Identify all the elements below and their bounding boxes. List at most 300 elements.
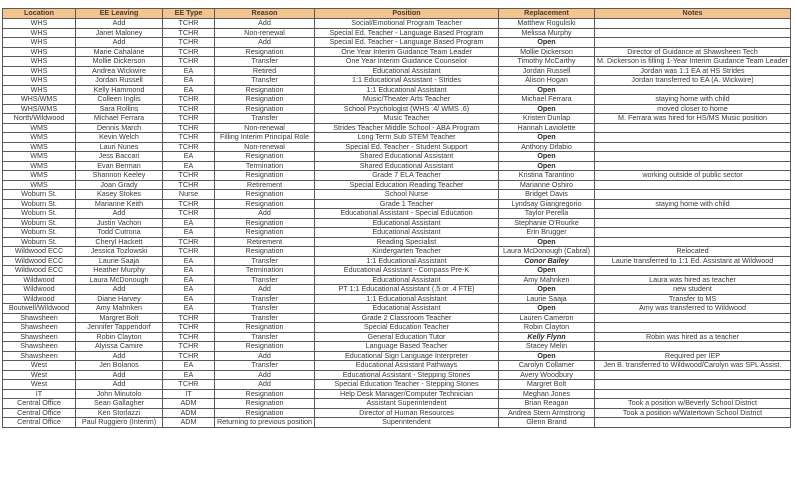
cell-notes: staying home with child	[595, 199, 791, 209]
cell-location: Wildwood ECC	[3, 256, 76, 266]
cell-reason: Resignation	[215, 171, 315, 181]
cell-location: Wildwood ECC	[3, 247, 76, 257]
cell-replacement: Open	[499, 237, 595, 247]
cell-ee-type: TCHR	[163, 114, 215, 124]
cell-ee-leaving: Cheryl Hackett	[76, 237, 163, 247]
table-row	[3, 66, 791, 76]
cell-location: Central Office	[3, 408, 76, 418]
cell-replacement: Stacey Melin	[499, 342, 595, 352]
cell-location: WMS	[3, 161, 76, 171]
column-header-location: Location	[3, 9, 76, 19]
cell-ee-type: TCHR	[163, 323, 215, 333]
table-row	[3, 408, 791, 418]
cell-notes	[595, 190, 791, 200]
cell-replacement: Hannah Laviolette	[499, 123, 595, 133]
cell-replacement: Brian Reagan	[499, 399, 595, 409]
cell-replacement: Open	[499, 304, 595, 314]
cell-ee-type: ADM	[163, 408, 215, 418]
cell-reason: Transfer	[215, 332, 315, 342]
cell-replacement: Anthony Difabio	[499, 142, 595, 152]
cell-position: Educational Assistant	[315, 228, 499, 238]
cell-position: Shared Educational Assistant	[315, 152, 499, 162]
cell-location: Wildwood	[3, 275, 76, 285]
cell-notes: Jordan was 1:1 EA at HS Strides	[595, 66, 791, 76]
cell-position: Director of Human Resources	[315, 408, 499, 418]
cell-replacement: Open	[499, 133, 595, 143]
cell-ee-type: EA	[163, 161, 215, 171]
cell-ee-type: EA	[163, 266, 215, 276]
cell-notes: Relocated	[595, 247, 791, 257]
table-row	[3, 294, 791, 304]
table-row	[3, 256, 791, 266]
cell-ee-leaving: Joan Grady	[76, 180, 163, 190]
cell-notes	[595, 152, 791, 162]
cell-position: Language Based Teacher	[315, 342, 499, 352]
cell-ee-type: TCHR	[163, 123, 215, 133]
cell-position: Strides Teacher Middle School - ABA Program	[315, 123, 499, 133]
cell-ee-leaving: Andrea Wickwire	[76, 66, 163, 76]
cell-reason: Add	[215, 380, 315, 390]
cell-notes: Jen B. transferred to Wildwood/Carolyn was SPL Assist.	[595, 361, 791, 371]
cell-ee-type: TCHR	[163, 142, 215, 152]
cell-position: Long Term Sub STEM Teacher	[315, 133, 499, 143]
cell-position: Reading Specialist	[315, 237, 499, 247]
cell-ee-leaving: Amy Mahnken	[76, 304, 163, 314]
cell-notes: Director of Guidance at Shawsheen Tech	[595, 47, 791, 57]
cell-replacement: Matthew Roguliski	[499, 19, 595, 29]
cell-ee-leaving: Add	[76, 38, 163, 48]
table-row	[3, 57, 791, 67]
cell-location: WMS	[3, 152, 76, 162]
cell-reason: Transfer	[215, 76, 315, 86]
cell-notes	[595, 85, 791, 95]
cell-reason: Resignation	[215, 408, 315, 418]
cell-reason: Transfer	[215, 294, 315, 304]
cell-location: Central Office	[3, 399, 76, 409]
table-row	[3, 47, 791, 57]
cell-replacement: Kelly Flynn	[499, 332, 595, 342]
cell-location: WHS	[3, 38, 76, 48]
cell-ee-type: TCHR	[163, 19, 215, 29]
cell-ee-leaving: Michael Ferrara	[76, 114, 163, 124]
cell-replacement: Laura McDonough (Cabral)	[499, 247, 595, 257]
cell-reason: Retirement	[215, 180, 315, 190]
table-row	[3, 142, 791, 152]
cell-ee-leaving: Todd Cutrona	[76, 228, 163, 238]
cell-location: Woburn St.	[3, 237, 76, 247]
cell-ee-leaving: Add	[76, 19, 163, 29]
cell-location: Shawsheen	[3, 323, 76, 333]
cell-reason: Filling Interim Principal Role	[215, 133, 315, 143]
table-row	[3, 237, 791, 247]
cell-location: WHS	[3, 85, 76, 95]
table-row	[3, 228, 791, 238]
cell-reason: Resignation	[215, 399, 315, 409]
cell-ee-type: TCHR	[163, 351, 215, 361]
cell-reason: Resignation	[215, 323, 315, 333]
cell-position: Educational Sign Language Interpreter	[315, 351, 499, 361]
cell-notes	[595, 380, 791, 390]
cell-ee-leaving: Jess Baccari	[76, 152, 163, 162]
cell-location: West	[3, 361, 76, 371]
cell-position: Kindergarten Teacher	[315, 247, 499, 257]
cell-ee-type: EA	[163, 228, 215, 238]
cell-notes	[595, 28, 791, 38]
cell-position: Special Education Reading Teacher	[315, 180, 499, 190]
table-row	[3, 199, 791, 209]
cell-replacement: Open	[499, 351, 595, 361]
staffing-table	[2, 8, 791, 428]
cell-ee-type: TCHR	[163, 95, 215, 105]
cell-position: 1:1 Educational Assistant	[315, 294, 499, 304]
cell-notes	[595, 313, 791, 323]
cell-reason: Add	[215, 370, 315, 380]
cell-reason: Add	[215, 19, 315, 29]
cell-replacement: Andrea Stern Armstrong	[499, 408, 595, 418]
cell-ee-leaving: Paul Ruggiero (Interim)	[76, 418, 163, 428]
cell-reason: Termination	[215, 266, 315, 276]
table-row	[3, 123, 791, 133]
cell-ee-type: EA	[163, 256, 215, 266]
cell-ee-leaving: Jessica Tozlowski	[76, 247, 163, 257]
cell-reason: Add	[215, 209, 315, 219]
cell-ee-type: TCHR	[163, 28, 215, 38]
cell-reason: Transfer	[215, 313, 315, 323]
cell-ee-leaving: Laura McDonough	[76, 275, 163, 285]
cell-ee-leaving: Jen Bolanos	[76, 361, 163, 371]
cell-ee-type: TCHR	[163, 171, 215, 181]
cell-ee-leaving: Kevin Welch	[76, 133, 163, 143]
cell-position: General Education Tutor	[315, 332, 499, 342]
cell-notes	[595, 142, 791, 152]
cell-location: Wildwood	[3, 285, 76, 295]
cell-ee-leaving: Kelly Hammond	[76, 85, 163, 95]
table-row	[3, 95, 791, 105]
cell-notes: Laurie transferred to 1:1 Ed. Assistant at Wildwood	[595, 256, 791, 266]
cell-reason: Termination	[215, 161, 315, 171]
cell-ee-type: EA	[163, 370, 215, 380]
cell-location: Wildwood ECC	[3, 266, 76, 276]
cell-ee-type: TCHR	[163, 342, 215, 352]
cell-notes	[595, 161, 791, 171]
cell-ee-leaving: Add	[76, 285, 163, 295]
cell-ee-type: TCHR	[163, 247, 215, 257]
cell-location: West	[3, 380, 76, 390]
cell-location: WHS	[3, 57, 76, 67]
cell-replacement: Erin Brugger	[499, 228, 595, 238]
cell-location: WMS	[3, 142, 76, 152]
cell-position: Educational Assistant - Stepping Stones	[315, 370, 499, 380]
cell-notes	[595, 418, 791, 428]
staffing-changes-sheet	[2, 8, 790, 428]
cell-ee-type: EA	[163, 66, 215, 76]
table-row	[3, 133, 791, 143]
cell-ee-leaving: Heather Murphy	[76, 266, 163, 276]
table-row	[3, 313, 791, 323]
cell-reason: Resignation	[215, 190, 315, 200]
cell-reason: Non-renewal	[215, 142, 315, 152]
cell-position: PT 1:1 Educational Assistant (.5 or .4 FTE)	[315, 285, 499, 295]
table-row	[3, 104, 791, 114]
cell-location: Shawsheen	[3, 313, 76, 323]
header-row	[3, 9, 791, 19]
cell-replacement: Lyndsay Giangregorio	[499, 199, 595, 209]
cell-location: WHS	[3, 76, 76, 86]
cell-position: Music Teacher	[315, 114, 499, 124]
cell-location: West	[3, 370, 76, 380]
cell-replacement: Open	[499, 85, 595, 95]
cell-notes	[595, 342, 791, 352]
cell-location: WHS/WMS	[3, 95, 76, 105]
cell-reason: Non-renewal	[215, 123, 315, 133]
cell-position: One Year Interim Guidance Team Leader	[315, 47, 499, 57]
cell-position: 1:1 Educational Assistant	[315, 256, 499, 266]
cell-position: One Year Interim Guidance Counselor	[315, 57, 499, 67]
cell-ee-leaving: Lauri Nunes	[76, 142, 163, 152]
cell-replacement: Laurie Saaja	[499, 294, 595, 304]
cell-notes	[595, 133, 791, 143]
table-row	[3, 19, 791, 29]
cell-location: Woburn St.	[3, 218, 76, 228]
table-row	[3, 275, 791, 285]
cell-ee-leaving: Add	[76, 370, 163, 380]
cell-location: WMS	[3, 123, 76, 133]
cell-replacement: Open	[499, 266, 595, 276]
cell-replacement: Michael Ferrara	[499, 95, 595, 105]
cell-notes	[595, 266, 791, 276]
cell-position: Special Education Teacher	[315, 323, 499, 333]
cell-notes: Took a position w/Beverly School District	[595, 399, 791, 409]
cell-reason: Resignation	[215, 152, 315, 162]
table-row	[3, 370, 791, 380]
cell-replacement: Margret Bolt	[499, 380, 595, 390]
cell-reason: Resignation	[215, 95, 315, 105]
column-header-position: Position	[315, 9, 499, 19]
cell-ee-leaving: Shannon Keeley	[76, 171, 163, 181]
cell-reason: Resignation	[215, 104, 315, 114]
cell-location: WHS/WMS	[3, 104, 76, 114]
cell-reason: Add	[215, 285, 315, 295]
cell-position: School Nurse	[315, 190, 499, 200]
cell-notes	[595, 123, 791, 133]
cell-replacement: Meghan Jones	[499, 389, 595, 399]
cell-ee-type: EA	[163, 85, 215, 95]
table-row	[3, 418, 791, 428]
cell-ee-leaving: Kasey Stokes	[76, 190, 163, 200]
table-row	[3, 190, 791, 200]
cell-position: Special Ed. Teacher - Language Based Program	[315, 38, 499, 48]
cell-replacement: Open	[499, 285, 595, 295]
cell-location: WMS	[3, 171, 76, 181]
cell-reason: Retirement	[215, 237, 315, 247]
table-row	[3, 38, 791, 48]
cell-notes	[595, 209, 791, 219]
cell-position: Social/Emotional Program Teacher	[315, 19, 499, 29]
cell-ee-type: EA	[163, 285, 215, 295]
cell-location: WMS	[3, 133, 76, 143]
cell-reason: Add	[215, 351, 315, 361]
cell-location: Shawsheen	[3, 351, 76, 361]
cell-ee-leaving: Add	[76, 209, 163, 219]
table-row	[3, 161, 791, 171]
cell-ee-leaving: Add	[76, 351, 163, 361]
cell-reason: Resignation	[215, 199, 315, 209]
cell-ee-leaving: Diane Harvey	[76, 294, 163, 304]
cell-reason: Resignation	[215, 47, 315, 57]
cell-replacement: Open	[499, 104, 595, 114]
cell-ee-leaving: Marie Cahalane	[76, 47, 163, 57]
cell-reason: Transfer	[215, 275, 315, 285]
cell-notes: Transfer to MS	[595, 294, 791, 304]
cell-ee-type: EA	[163, 218, 215, 228]
cell-ee-type: TCHR	[163, 104, 215, 114]
cell-ee-type: TCHR	[163, 332, 215, 342]
cell-position: Educational Assistant - Compass Pre-K	[315, 266, 499, 276]
table-row	[3, 180, 791, 190]
cell-reason: Transfer	[215, 256, 315, 266]
cell-ee-type: TCHR	[163, 199, 215, 209]
table-row	[3, 152, 791, 162]
table-row	[3, 247, 791, 257]
cell-notes: working outside of public sector	[595, 171, 791, 181]
column-header-reason: Reason	[215, 9, 315, 19]
cell-ee-leaving: Robin Clayton	[76, 332, 163, 342]
cell-notes: M. Ferrara was hired for HS/MS Music position	[595, 114, 791, 124]
cell-ee-type: TCHR	[163, 237, 215, 247]
cell-replacement: Avery Woodbury	[499, 370, 595, 380]
cell-replacement: Open	[499, 152, 595, 162]
cell-ee-leaving: Janet Maloney	[76, 28, 163, 38]
cell-ee-leaving: Justin Vachon	[76, 218, 163, 228]
cell-replacement: Melissa Murphy	[499, 28, 595, 38]
cell-location: Boutwell/Wildwood	[3, 304, 76, 314]
cell-position: Superintendent	[315, 418, 499, 428]
cell-notes: Amy was transferred to Wildwood	[595, 304, 791, 314]
cell-notes: Took a position w/Watertown School District	[595, 408, 791, 418]
cell-position: Educational Assistant	[315, 66, 499, 76]
cell-reason: Resignation	[215, 85, 315, 95]
table-row	[3, 76, 791, 86]
cell-replacement: Robin Clayton	[499, 323, 595, 333]
table-row	[3, 85, 791, 95]
cell-location: Shawsheen	[3, 332, 76, 342]
cell-notes	[595, 389, 791, 399]
cell-ee-type: ADM	[163, 399, 215, 409]
cell-location: Woburn St.	[3, 190, 76, 200]
cell-location: IT	[3, 389, 76, 399]
table-row	[3, 114, 791, 124]
cell-reason: Resignation	[215, 218, 315, 228]
cell-ee-type: EA	[163, 275, 215, 285]
cell-location: WHS	[3, 28, 76, 38]
cell-replacement: Timothy McCarthy	[499, 57, 595, 67]
cell-notes	[595, 237, 791, 247]
cell-reason: Transfer	[215, 114, 315, 124]
cell-position: Music/Theater Arts Teacher	[315, 95, 499, 105]
cell-ee-type: EA	[163, 361, 215, 371]
cell-ee-leaving: Colleen Inglis	[76, 95, 163, 105]
cell-position: Shared Educational Assistant	[315, 161, 499, 171]
table-row	[3, 332, 791, 342]
cell-reason: Non-renewal	[215, 28, 315, 38]
table-row	[3, 361, 791, 371]
cell-position: Special Education Teacher - Stepping Stones	[315, 380, 499, 390]
cell-ee-type: EA	[163, 76, 215, 86]
cell-notes	[595, 180, 791, 190]
cell-location: WMS	[3, 180, 76, 190]
cell-replacement: Jordan Russell	[499, 66, 595, 76]
cell-notes	[595, 19, 791, 29]
cell-ee-leaving: Laurie Saaja	[76, 256, 163, 266]
cell-ee-leaving: Alyissa Camire	[76, 342, 163, 352]
table-row	[3, 399, 791, 409]
cell-reason: Resignation	[215, 228, 315, 238]
cell-notes	[595, 218, 791, 228]
cell-ee-type: EA	[163, 294, 215, 304]
cell-reason: Transfer	[215, 57, 315, 67]
cell-notes: moved closer to home	[595, 104, 791, 114]
cell-replacement: Lauren Cameron	[499, 313, 595, 323]
cell-location: Woburn St.	[3, 199, 76, 209]
cell-replacement: Amy Mahnken	[499, 275, 595, 285]
table-row	[3, 304, 791, 314]
cell-ee-type: TCHR	[163, 313, 215, 323]
cell-position: Educational Assistant - Special Education	[315, 209, 499, 219]
column-header-ee-leaving: EE Leaving	[76, 9, 163, 19]
table-row	[3, 351, 791, 361]
cell-reason: Transfer	[215, 361, 315, 371]
cell-replacement: Conor Bailey	[499, 256, 595, 266]
table-row	[3, 323, 791, 333]
cell-replacement: Kristen Dunlap	[499, 114, 595, 124]
table-row	[3, 389, 791, 399]
cell-ee-type: TCHR	[163, 38, 215, 48]
cell-reason: Resignation	[215, 247, 315, 257]
cell-ee-type: TCHR	[163, 180, 215, 190]
cell-replacement: Open	[499, 38, 595, 48]
cell-position: Educational Assistant	[315, 218, 499, 228]
cell-position: Special Ed. Teacher - Language Based Program	[315, 28, 499, 38]
cell-ee-type: ADM	[163, 418, 215, 428]
cell-ee-type: IT	[163, 389, 215, 399]
cell-reason: Retired	[215, 66, 315, 76]
table-row	[3, 28, 791, 38]
cell-ee-leaving: Ken Storlazzi	[76, 408, 163, 418]
cell-replacement: Bridget Davis	[499, 190, 595, 200]
column-header-replacement: Replacement	[499, 9, 595, 19]
cell-ee-type: TCHR	[163, 57, 215, 67]
cell-position: School Psychologist (WHS .4/ WMS .6)	[315, 104, 499, 114]
table-row	[3, 209, 791, 219]
cell-location: WHS	[3, 66, 76, 76]
cell-location: Wildwood	[3, 294, 76, 304]
cell-ee-leaving: Marianne Keith	[76, 199, 163, 209]
table-row	[3, 380, 791, 390]
cell-location: North/Wildwood	[3, 114, 76, 124]
cell-position: Help Desk Manager/Computer Technician	[315, 389, 499, 399]
cell-position: Grade 7 ELA Teacher	[315, 171, 499, 181]
cell-location: Shawsheen	[3, 342, 76, 352]
table-row	[3, 285, 791, 295]
cell-reason: Returning to previous position	[215, 418, 315, 428]
cell-ee-type: TCHR	[163, 47, 215, 57]
cell-position: Special Ed. Teacher - Student Support	[315, 142, 499, 152]
cell-replacement: Mollie Dickerson	[499, 47, 595, 57]
cell-notes: M. Dickerson is filling 1-Year Interim Guidance Team Leader	[595, 57, 791, 67]
cell-ee-type: TCHR	[163, 133, 215, 143]
cell-location: Woburn St.	[3, 228, 76, 238]
cell-notes: Required per IEP	[595, 351, 791, 361]
